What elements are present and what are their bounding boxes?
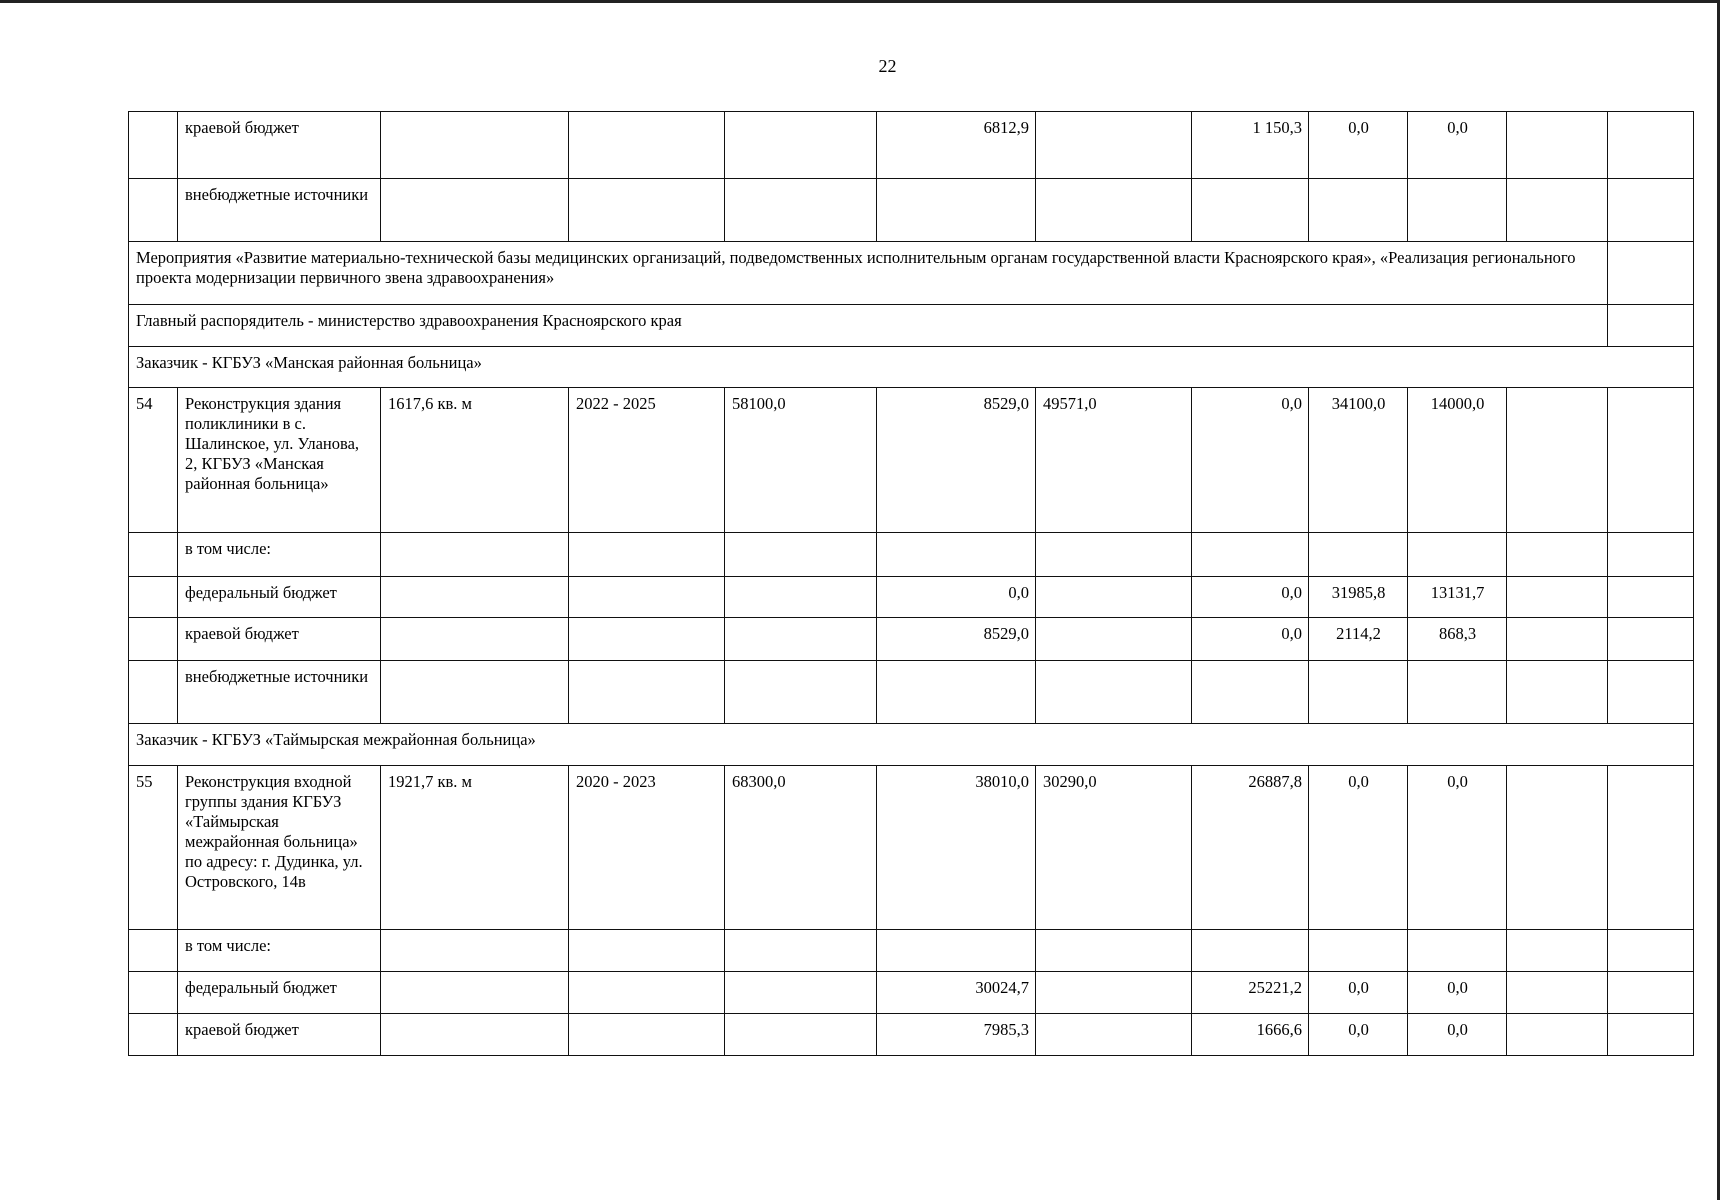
cell-v10 bbox=[1507, 388, 1608, 533]
cell-v8: 0,0 bbox=[1309, 1014, 1408, 1056]
cell-label: краевой бюджет bbox=[178, 1014, 381, 1056]
cell-v7: 25221,2 bbox=[1192, 972, 1309, 1014]
cell-v8 bbox=[1309, 179, 1408, 242]
cell-v10 bbox=[1507, 533, 1608, 577]
cell-period bbox=[569, 577, 725, 618]
cell-num bbox=[129, 661, 178, 724]
cell-v10 bbox=[1507, 618, 1608, 661]
cell-period: 2020 - 2023 bbox=[569, 766, 725, 930]
table-row bbox=[129, 618, 1694, 661]
cell-v9: 14000,0 bbox=[1408, 388, 1507, 533]
cell-total bbox=[725, 661, 877, 724]
cell-num: 54 bbox=[129, 388, 178, 533]
cell-total bbox=[725, 1014, 877, 1056]
cell-v8: 34100,0 bbox=[1309, 388, 1408, 533]
cell-total bbox=[725, 112, 877, 179]
cell-label: внебюджетные источники bbox=[178, 661, 381, 724]
cell-total: 68300,0 bbox=[725, 766, 877, 930]
cell-v9: 0,0 bbox=[1408, 112, 1507, 179]
cell-v5: 0,0 bbox=[877, 577, 1036, 618]
cell-label: в том числе: bbox=[178, 930, 381, 972]
cell-total bbox=[725, 577, 877, 618]
cell-v7: 1666,6 bbox=[1192, 1014, 1309, 1056]
cell-v6 bbox=[1036, 930, 1192, 972]
cell-capacity bbox=[381, 930, 569, 972]
cell-v9: 0,0 bbox=[1408, 972, 1507, 1014]
cell-v5: 8529,0 bbox=[877, 618, 1036, 661]
cell-v11 bbox=[1608, 242, 1694, 305]
cell-v9 bbox=[1408, 533, 1507, 577]
cell-label: краевой бюджет bbox=[178, 618, 381, 661]
table-row bbox=[129, 388, 1694, 533]
cell-label: внебюджетные источники bbox=[178, 179, 381, 242]
cell-num bbox=[129, 577, 178, 618]
cell-v11 bbox=[1608, 305, 1694, 347]
cell-v8: 31985,8 bbox=[1309, 577, 1408, 618]
cell-v6 bbox=[1036, 1014, 1192, 1056]
cell-capacity: 1617,6 кв. м bbox=[381, 388, 569, 533]
budget-table bbox=[128, 111, 1694, 1056]
cell-period: 2022 - 2025 bbox=[569, 388, 725, 533]
cell-v7: 26887,8 bbox=[1192, 766, 1309, 930]
page-number: 22 bbox=[878, 56, 897, 76]
cell-v9: 0,0 bbox=[1408, 1014, 1507, 1056]
cell-v5: 30024,7 bbox=[877, 972, 1036, 1014]
cell-v11 bbox=[1608, 533, 1694, 577]
cell-label: федеральный бюджет bbox=[178, 577, 381, 618]
cell-v7: 0,0 bbox=[1192, 388, 1309, 533]
cell-v6: 30290,0 bbox=[1036, 766, 1192, 930]
section-heading-customer: Заказчик - КГБУЗ «Таймырская межрайонная больница» bbox=[129, 724, 1694, 766]
cell-capacity bbox=[381, 577, 569, 618]
cell-num bbox=[129, 1014, 178, 1056]
section-row bbox=[129, 242, 1694, 305]
cell-num bbox=[129, 112, 178, 179]
cell-capacity: 1921,7 кв. м bbox=[381, 766, 569, 930]
section-heading-customer: Заказчик - КГБУЗ «Манская районная больница» bbox=[129, 347, 1694, 388]
cell-v11 bbox=[1608, 661, 1694, 724]
table-row bbox=[129, 1014, 1694, 1056]
cell-v9 bbox=[1408, 930, 1507, 972]
cell-v9: 868,3 bbox=[1408, 618, 1507, 661]
section-row bbox=[129, 724, 1694, 766]
cell-v10 bbox=[1507, 577, 1608, 618]
cell-v11 bbox=[1608, 766, 1694, 930]
cell-v8: 0,0 bbox=[1309, 972, 1408, 1014]
cell-v5 bbox=[877, 533, 1036, 577]
cell-v11 bbox=[1608, 972, 1694, 1014]
cell-total bbox=[725, 930, 877, 972]
cell-v10 bbox=[1507, 661, 1608, 724]
cell-label: Реконструкция здания поликлиники в с. Шалинское, ул. Уланова, 2, КГБУЗ «Манская районная больница» bbox=[178, 388, 381, 533]
section-heading-manager: Главный распорядитель - министерство здравоохранения Красноярского края bbox=[129, 305, 1608, 347]
section-heading-measures: Мероприятия «Развитие материально-технической базы медицинских организаций, подведомственных исполнительным органам государственной власти Красноярского края», «Реализация регионального проекта модернизации первичного звена здравоохранения» bbox=[129, 242, 1608, 305]
cell-v7 bbox=[1192, 930, 1309, 972]
cell-v7: 0,0 bbox=[1192, 577, 1309, 618]
cell-v11 bbox=[1608, 618, 1694, 661]
cell-v8: 2114,2 bbox=[1309, 618, 1408, 661]
cell-v7: 1 150,3 bbox=[1192, 112, 1309, 179]
cell-capacity bbox=[381, 112, 569, 179]
cell-v7 bbox=[1192, 533, 1309, 577]
cell-capacity bbox=[381, 179, 569, 242]
cell-v6 bbox=[1036, 179, 1192, 242]
table-row bbox=[129, 661, 1694, 724]
cell-v11 bbox=[1608, 577, 1694, 618]
cell-period bbox=[569, 112, 725, 179]
cell-label: в том числе: bbox=[178, 533, 381, 577]
cell-v10 bbox=[1507, 179, 1608, 242]
cell-total bbox=[725, 618, 877, 661]
cell-period bbox=[569, 1014, 725, 1056]
cell-period bbox=[569, 661, 725, 724]
cell-v5: 38010,0 bbox=[877, 766, 1036, 930]
cell-num: 55 bbox=[129, 766, 178, 930]
cell-v6 bbox=[1036, 618, 1192, 661]
cell-v10 bbox=[1507, 766, 1608, 930]
cell-num bbox=[129, 533, 178, 577]
cell-total bbox=[725, 972, 877, 1014]
table-row bbox=[129, 930, 1694, 972]
cell-v8 bbox=[1309, 533, 1408, 577]
cell-total bbox=[725, 533, 877, 577]
cell-v5: 7985,3 bbox=[877, 1014, 1036, 1056]
table-row bbox=[129, 112, 1694, 179]
cell-v10 bbox=[1507, 112, 1608, 179]
cell-v11 bbox=[1608, 1014, 1694, 1056]
cell-v7 bbox=[1192, 179, 1309, 242]
cell-v9 bbox=[1408, 179, 1507, 242]
table-row bbox=[129, 179, 1694, 242]
cell-v11 bbox=[1608, 112, 1694, 179]
cell-num bbox=[129, 972, 178, 1014]
cell-v11 bbox=[1608, 388, 1694, 533]
section-row bbox=[129, 305, 1694, 347]
cell-label: Реконструкция входной группы здания КГБУЗ «Таймырская межрайонная больница» по адресу: г. Дудинка, ул. Островского, 14в bbox=[178, 766, 381, 930]
table-row bbox=[129, 533, 1694, 577]
cell-v5 bbox=[877, 661, 1036, 724]
cell-v5: 8529,0 bbox=[877, 388, 1036, 533]
cell-v8: 0,0 bbox=[1309, 112, 1408, 179]
cell-v8 bbox=[1309, 930, 1408, 972]
table-row bbox=[129, 577, 1694, 618]
cell-v8 bbox=[1309, 661, 1408, 724]
cell-num bbox=[129, 179, 178, 242]
cell-capacity bbox=[381, 972, 569, 1014]
cell-v9: 0,0 bbox=[1408, 766, 1507, 930]
table-row bbox=[129, 766, 1694, 930]
cell-v6 bbox=[1036, 661, 1192, 724]
cell-v6: 49571,0 bbox=[1036, 388, 1192, 533]
cell-period bbox=[569, 930, 725, 972]
cell-v10 bbox=[1507, 972, 1608, 1014]
cell-total: 58100,0 bbox=[725, 388, 877, 533]
cell-v11 bbox=[1608, 930, 1694, 972]
cell-v5: 6812,9 bbox=[877, 112, 1036, 179]
cell-v7 bbox=[1192, 661, 1309, 724]
cell-v11 bbox=[1608, 179, 1694, 242]
cell-capacity bbox=[381, 618, 569, 661]
section-row bbox=[129, 347, 1694, 388]
page-border-top bbox=[0, 0, 1720, 3]
cell-v5 bbox=[877, 930, 1036, 972]
cell-capacity bbox=[381, 1014, 569, 1056]
cell-v6 bbox=[1036, 112, 1192, 179]
cell-total bbox=[725, 179, 877, 242]
cell-capacity bbox=[381, 661, 569, 724]
cell-v6 bbox=[1036, 533, 1192, 577]
cell-capacity bbox=[381, 533, 569, 577]
cell-label: федеральный бюджет bbox=[178, 972, 381, 1014]
cell-num bbox=[129, 618, 178, 661]
cell-v5 bbox=[877, 179, 1036, 242]
cell-v9 bbox=[1408, 661, 1507, 724]
cell-label: краевой бюджет bbox=[178, 112, 381, 179]
cell-v10 bbox=[1507, 930, 1608, 972]
cell-period bbox=[569, 972, 725, 1014]
cell-v6 bbox=[1036, 972, 1192, 1014]
cell-period bbox=[569, 618, 725, 661]
cell-period bbox=[569, 179, 725, 242]
table-row bbox=[129, 972, 1694, 1014]
cell-v6 bbox=[1036, 577, 1192, 618]
cell-num bbox=[129, 930, 178, 972]
cell-period bbox=[569, 533, 725, 577]
cell-v9: 13131,7 bbox=[1408, 577, 1507, 618]
cell-v7: 0,0 bbox=[1192, 618, 1309, 661]
cell-v10 bbox=[1507, 1014, 1608, 1056]
cell-v8: 0,0 bbox=[1309, 766, 1408, 930]
